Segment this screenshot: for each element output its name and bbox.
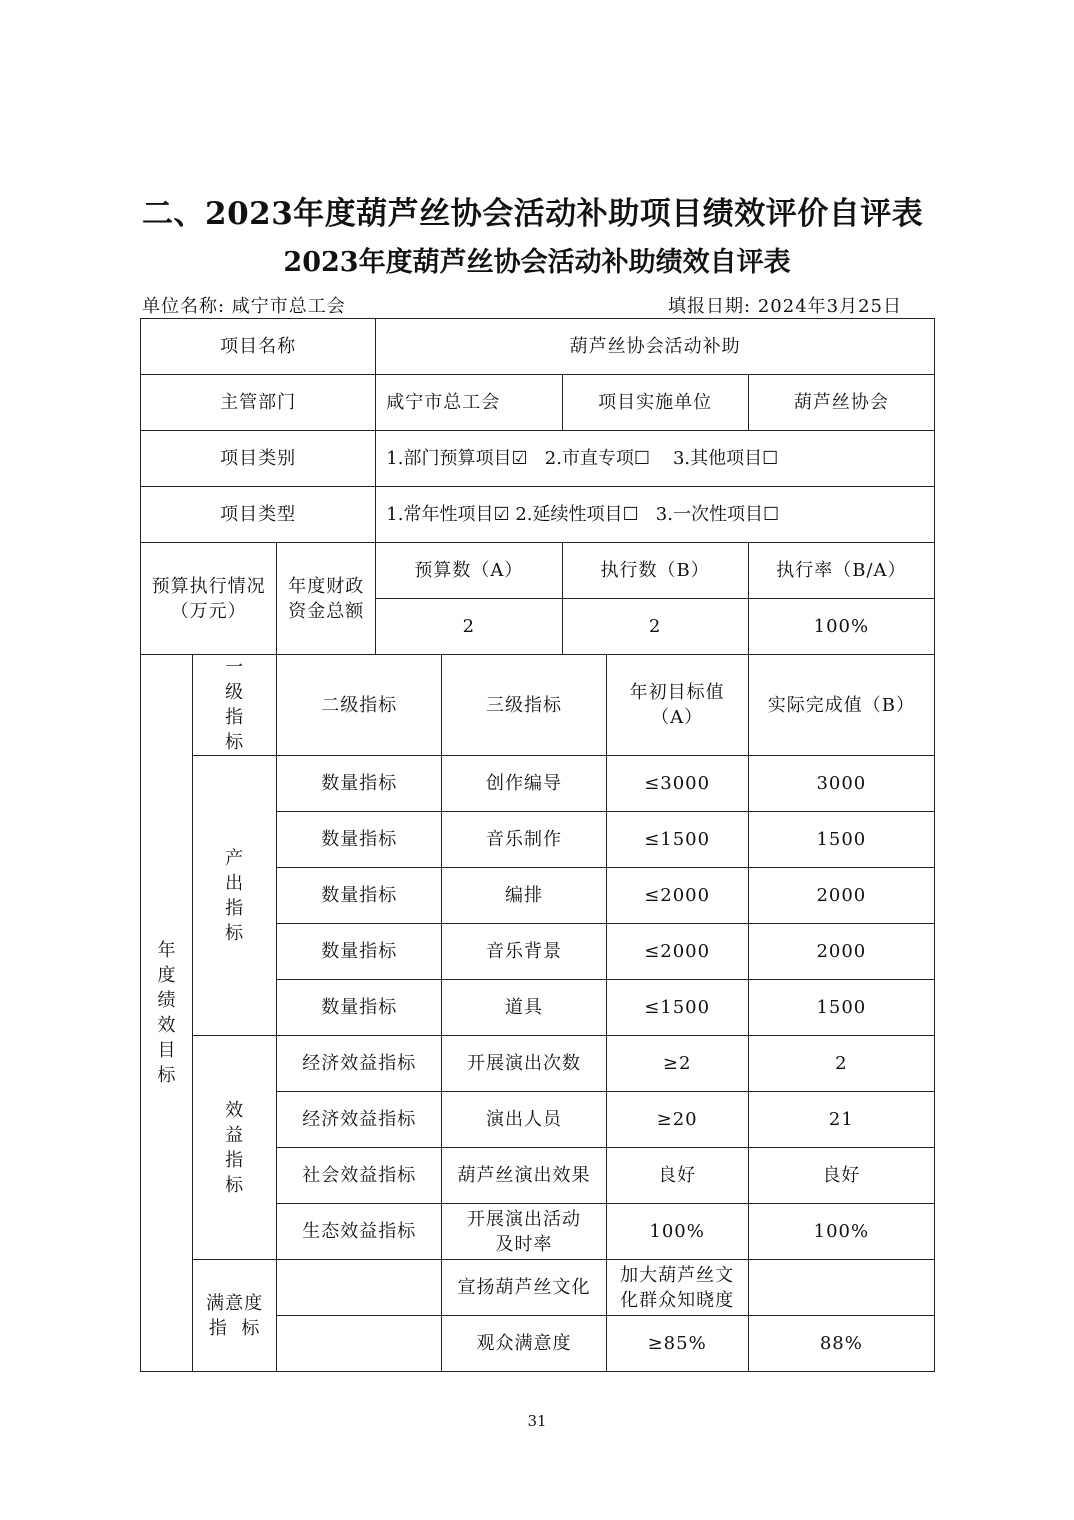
row-level3: 音乐背景 (442, 924, 606, 980)
row-actual: 3000 (748, 756, 934, 812)
row-level2: 数量指标 (277, 980, 442, 1036)
row-level3: 开展演出次数 (442, 1036, 606, 1092)
row-actual: 100% (748, 1204, 934, 1260)
row-target: ≤1500 (606, 980, 748, 1036)
evaluation-table (140, 318, 935, 1372)
satisfaction-label: 满意度指 标 (193, 1260, 277, 1372)
row-actual: 88% (748, 1316, 934, 1372)
row-perf-header (141, 655, 935, 756)
row-actual: 2000 (748, 868, 934, 924)
row-actual: 1500 (748, 812, 934, 868)
header-level3: 三级指标 (442, 655, 606, 756)
row-actual: 21 (748, 1092, 934, 1148)
row-target: ≤3000 (606, 756, 748, 812)
row-level2: 生态效益指标 (277, 1204, 442, 1260)
perf-section-label: 年度绩效目标 (141, 655, 193, 1372)
dept-value: 咸宁市总工会 (376, 375, 562, 431)
row-target: 良好 (606, 1148, 748, 1204)
row-level2: 数量指标 (277, 756, 442, 812)
budget-col-a: 预算数（A） (376, 543, 562, 599)
project-name-value: 葫芦丝协会活动补助 (376, 319, 935, 375)
row-level2: 数量指标 (277, 868, 442, 924)
row-category (141, 431, 935, 487)
row-level3: 音乐制作 (442, 812, 606, 868)
form-title: 2023年度葫芦丝协会活动补助绩效自评表 (283, 247, 791, 278)
row-actual: 良好 (748, 1148, 934, 1204)
row-target: ≥20 (606, 1092, 748, 1148)
category-options: 1.部门预算项目☑ 2.市直专项☐ 3.其他项目☐ (376, 431, 935, 487)
row-target: ≤2000 (606, 868, 748, 924)
impl-label: 项目实施单位 (562, 375, 748, 431)
row-actual (748, 1260, 934, 1316)
row-target: 加大葫芦丝文化群众知晓度 (606, 1260, 748, 1316)
row-level3: 道具 (442, 980, 606, 1036)
budget-sub-label: 年度财政资金总额 (277, 543, 376, 655)
row-target: ≤2000 (606, 924, 748, 980)
row-level3: 葫芦丝演出效果 (442, 1148, 606, 1204)
row-actual: 1500 (748, 980, 934, 1036)
row-level3: 观众满意度 (442, 1316, 606, 1372)
row-dept (141, 375, 935, 431)
row-type (141, 487, 935, 543)
row-level3: 演出人员 (442, 1092, 606, 1148)
header-actual: 实际完成值（B） (748, 655, 934, 756)
row-level2: 经济效益指标 (277, 1036, 442, 1092)
row-level3: 宣扬葫芦丝文化 (442, 1260, 606, 1316)
row-target: ≤1500 (606, 812, 748, 868)
row-level2: 数量指标 (277, 812, 442, 868)
section-heading: 二、2023年度葫芦丝协会活动补助项目绩效评价自评表 (142, 196, 924, 232)
header-level2: 二级指标 (277, 655, 442, 756)
budget-col-rate: 执行率（B/A） (748, 543, 934, 599)
row-level2: 经济效益指标 (277, 1092, 442, 1148)
row-actual: 2000 (748, 924, 934, 980)
fill-date: 填报日期: 2024年3月25日 (668, 296, 902, 317)
dept-label: 主管部门 (141, 375, 376, 431)
row-level3: 编排 (442, 868, 606, 924)
row-target: 100% (606, 1204, 748, 1260)
header-target: 年初目标值（A） (606, 655, 748, 756)
category-label: 项目类别 (141, 431, 376, 487)
row-level3: 创作编导 (442, 756, 606, 812)
type-label: 项目类型 (141, 487, 376, 543)
budget-val-a: 2 (376, 599, 562, 655)
row-level2: 数量指标 (277, 924, 442, 980)
page-number: 31 (527, 1412, 547, 1430)
row-level3: 开展演出活动及时率 (442, 1204, 606, 1260)
header-level1: 一级指标 (193, 655, 277, 756)
row-level2 (277, 1260, 442, 1316)
output-label: 产出指标 (193, 756, 277, 1036)
budget-col-b: 执行数（B） (562, 543, 748, 599)
row-project-name (141, 319, 935, 375)
row-level2: 社会效益指标 (277, 1148, 442, 1204)
unit-name: 单位名称: 咸宁市总工会 (142, 296, 346, 317)
row-target: ≥85% (606, 1316, 748, 1372)
meta-row (142, 292, 902, 318)
row-target: ≥2 (606, 1036, 748, 1092)
budget-label: 预算执行情况（万元） (141, 543, 277, 655)
budget-val-rate: 100% (748, 599, 934, 655)
table-row (141, 756, 935, 812)
type-options: 1.常年性项目☑ 2.延续性项目☐ 3.一次性项目☐ (376, 487, 935, 543)
table-row (141, 1260, 935, 1316)
budget-val-b: 2 (562, 599, 748, 655)
row-level2 (277, 1316, 442, 1372)
benefit-label: 效益指标 (193, 1036, 277, 1260)
row-actual: 2 (748, 1036, 934, 1092)
table-row (141, 1036, 935, 1092)
impl-value: 葫芦丝协会 (748, 375, 934, 431)
project-name-label: 项目名称 (141, 319, 376, 375)
row-budget-header (141, 543, 935, 599)
